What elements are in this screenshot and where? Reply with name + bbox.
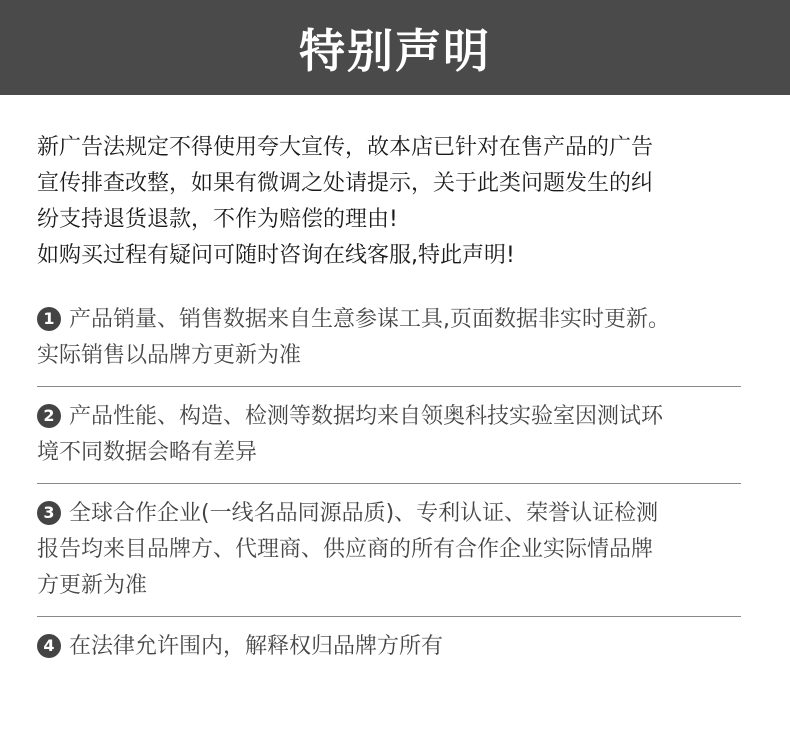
notice-item-1	[37, 302, 753, 374]
notice-item-4	[37, 629, 753, 665]
number-badge-3: 3	[37, 501, 61, 525]
notice-text: 方更新为准	[37, 573, 148, 598]
number-badge-1: 1	[37, 307, 61, 331]
divider	[37, 616, 741, 617]
number-badge-4: 4	[37, 634, 61, 658]
intro-line: 如购买过程有疑问可随时咨询在线客服,特此声明!	[37, 243, 515, 268]
notice-text: 在法律允许围内，解释权归品牌方所有	[69, 634, 444, 659]
divider	[37, 386, 741, 387]
notice-item-2	[37, 399, 753, 471]
notice-text: 全球合作企业(一线名品同源品质)、专利认证、荣誉认证检测	[69, 501, 659, 526]
notice-text: 产品性能、构造、检测等数据均来自领奥科技实验室因测试环	[69, 404, 664, 429]
notice-text: 境不同数据会略有差异	[37, 440, 258, 465]
intro-paragraph	[37, 130, 753, 274]
notice-item-3	[37, 496, 753, 604]
number-badge-2: 2	[37, 404, 61, 428]
page-title: 特别声明	[299, 23, 491, 78]
notice-text: 实际销售以品牌方更新为准	[37, 343, 302, 368]
intro-line: 宣传排查改整，如果有微调之处请提示，关于此类问题发生的纠	[37, 171, 654, 196]
notice-text: 报告均来目品牌方、代理商、供应商的所有合作企业实际情品牌	[37, 537, 654, 562]
notice-list	[37, 302, 753, 665]
header-banner	[0, 0, 790, 95]
intro-line: 新广告法规定不得使用夸大宣传，故本店已针对在售产品的广告	[37, 135, 654, 160]
intro-line: 纷支持退货退款，不作为赔偿的理由!	[37, 207, 398, 232]
notice-text: 产品销量、销售数据来自生意参谋工具,页面数据非实时更新。	[69, 307, 670, 332]
divider	[37, 483, 741, 484]
